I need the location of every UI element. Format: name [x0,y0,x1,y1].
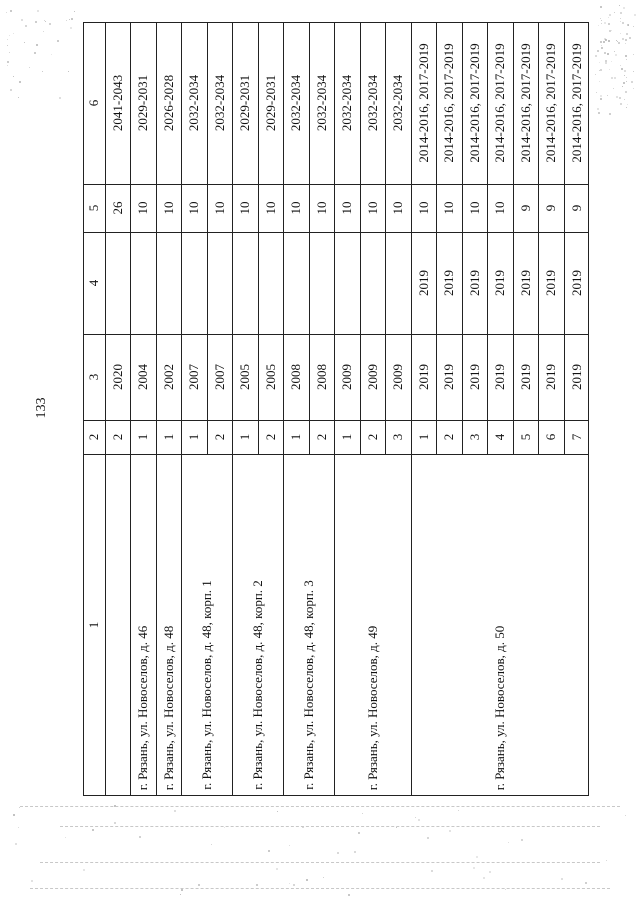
cell-c2: 3 [390,433,405,441]
scan-speck [224,827,225,828]
scan-speck [607,95,608,96]
cell-c6: 2029-2031 [262,74,278,132]
scan-speck [621,68,623,70]
scan-speck [622,38,624,40]
cell-c6: 2032-2034 [313,74,329,132]
scan-speck [609,69,610,70]
scan-speck [9,35,10,36]
scan-speck [65,837,66,838]
scan-speck [114,822,116,824]
scan-speck [7,65,8,66]
cell-c4: 2019 [492,270,507,296]
scan-speck [611,30,612,31]
cell-c3: 2019 [415,364,431,390]
cell-c6: 2014-2016, 2017-2019 [441,43,456,163]
scan-speck [609,30,611,32]
scan-speck [323,877,324,878]
scan-speck [354,851,356,853]
scan-speck [449,830,451,832]
cell-c6: 2014-2016, 2017-2019 [568,43,584,163]
scan-speck [633,88,634,89]
scan-speck [614,77,616,79]
scan-speck [42,71,43,72]
cell-c3: 2004 [135,364,150,390]
scan-speck [614,51,615,52]
cell-c2: 2 [313,433,329,441]
scan-speck [597,108,599,110]
address-cell: г. Рязань, ул. Новоселов, д. 49 [364,625,380,790]
cell-c2: 1 [135,433,150,441]
scan-speck [289,883,290,884]
scan-speck [606,860,607,861]
cell-c5: 10 [288,201,303,215]
scan-speck [599,81,600,82]
scan-speck [293,884,295,886]
scan-speck [625,55,627,57]
cell-c5: 10 [160,201,176,215]
scan-speck [601,20,602,21]
cell-c5: 10 [415,201,431,215]
scan-speck [29,67,30,68]
scan-speck [625,43,626,44]
scan-speck [608,40,610,42]
scan-speck [600,6,602,8]
scan-speck [624,75,625,76]
scan-speck [603,41,605,43]
scan-speck [613,88,614,89]
header-cell-c4: 4 [86,279,101,287]
cell-c2: 2 [262,433,278,441]
cell-c2: 2 [441,433,456,441]
address-cell: г. Рязань, ул. Новоселов, д. 48, корп. 1 [198,580,214,790]
scan-speck [415,817,416,818]
scan-speck [21,19,23,21]
cell-c2: 1 [186,433,201,441]
scan-speck [7,61,9,63]
scan-speck [561,878,563,880]
scan-speck [624,70,626,72]
scan-speck [627,24,629,26]
cell-c6: 2032-2034 [211,74,227,132]
scan-speck [180,894,181,895]
page-number: 133 [34,397,49,419]
scan-speck [622,22,624,24]
scan-speck [618,42,620,44]
scan-speck [631,81,633,83]
scan-speck [600,69,602,71]
cell-c3: 2009 [390,364,405,390]
scan-speck [614,12,615,13]
scan-speck [337,852,339,854]
scan-speck [633,26,634,27]
scan-artifact-line [20,806,620,807]
cell-c6: 2032-2034 [288,74,303,132]
address-cell: г. Рязань, ул. Новоселов, д. 48, корп. 2 [249,580,265,790]
cell-c5: 10 [262,201,278,215]
scan-speck [74,11,75,12]
scan-speck [615,54,617,56]
scan-speck [624,99,625,100]
scan-speck [601,23,602,24]
scan-speck [611,61,612,62]
scan-speck [598,25,599,26]
address-cell: г. Рязань, ул. Новоселов, д. 48, корп. 3 [300,580,316,790]
scan-artifact-line [40,862,600,863]
scan-speck [626,77,627,78]
cell-c2: 1 [160,433,176,441]
scan-speck [629,37,631,39]
scan-speck [611,77,613,79]
scan-speck [10,10,12,12]
cell-c3: 2009 [364,364,380,390]
header-cell-c1: 1 [86,621,101,629]
cell-c4: 2019 [466,270,482,296]
cell-c2: 1 [339,433,354,441]
scan-speck [600,18,601,19]
cell-c6: 2032-2034 [186,74,201,132]
cell-c3: 2019 [517,364,533,390]
scan-speck [623,82,625,84]
scan-speck [458,810,459,811]
scan-speck [15,843,17,845]
cell-c6: 2014-2016, 2017-2019 [543,43,558,163]
cell-c2: 7 [568,433,584,441]
scan-artifact-line [60,826,600,827]
cell-c6: 2026-2028 [160,74,176,132]
cell-c6: 2041-2043 [109,74,125,132]
cell-c3: 2008 [288,364,303,390]
cell-c3: 2019 [543,364,558,390]
scan-speck [473,867,475,869]
scan-speck [489,871,491,873]
scan-speck [174,810,176,812]
scan-speck [71,18,73,20]
cell-c2: 2 [364,433,380,441]
scan-speck [604,22,606,24]
scan-speck [622,86,623,87]
scan-speck [396,827,397,828]
scan-speck [35,21,37,23]
scan-speck [18,827,19,828]
scan-speck [608,17,609,18]
scan-speck [70,27,72,29]
header-cell-c5: 5 [86,204,101,212]
scan-speck [418,819,420,821]
cell-c6: 2029-2031 [237,74,252,132]
scan-speck [595,74,596,75]
cell-c2: 1 [288,433,303,441]
scan-speck [616,40,617,41]
cell-c2: 3 [466,433,482,441]
cell-c3: 2019 [492,364,507,390]
cell-c4: 2019 [517,270,533,296]
cell-c5: 10 [441,201,456,215]
cell-c3: 2005 [237,364,252,390]
scan-speck [211,844,212,845]
scan-speck [620,12,622,14]
scan-speck [609,113,611,115]
scan-speck [24,42,25,43]
scan-speck [31,880,33,882]
scan-speck [598,112,600,114]
scan-speck [198,884,200,886]
scan-speck [633,71,634,72]
scan-speck [45,21,46,22]
cell-c3: 2007 [211,364,227,390]
scan-speck [13,33,14,34]
cell-c6: 2032-2034 [364,74,380,132]
cell-c5: 10 [339,201,354,215]
cell-c3: 2020 [109,364,125,390]
scan-speck [619,97,621,99]
scan-speck [626,81,627,82]
scan-speck [483,877,485,879]
scan-speck [608,23,610,25]
scan-speck [619,5,620,6]
cell-c3: 2008 [313,364,329,390]
scan-artifact-line [30,888,610,889]
scan-speck [626,33,628,35]
cell-c4: 2019 [568,270,584,296]
cell-c5: 9 [517,204,533,212]
scan-speck [476,856,478,858]
cell-c4: 2019 [543,270,558,296]
scan-speck [620,21,621,22]
cell-c6: 2032-2034 [339,74,354,132]
cell-c5: 10 [313,201,329,215]
cell-c3: 2007 [186,364,201,390]
scan-speck [13,76,14,77]
scan-speck [601,47,603,49]
cell-c2: 6 [543,433,558,441]
scan-speck [620,65,621,66]
scan-speck [627,104,628,105]
scan-speck [605,60,607,62]
scan-speck [10,89,12,91]
scan-speck [605,62,607,64]
scan-speck [43,31,44,32]
scan-speck [268,850,270,852]
scan-speck [289,845,290,846]
scan-speck [348,894,350,896]
scan-speck [600,41,602,43]
scan-speck [626,107,627,108]
scan-speck [625,39,627,41]
cell-c6: 2014-2016, 2017-2019 [415,43,431,163]
scan-speck [277,811,278,812]
scan-speck [620,18,621,19]
cell-c4: 2019 [415,270,431,296]
cell-c5: 10 [390,201,405,215]
cell-c5: 9 [568,204,584,212]
scan-speck [508,842,509,843]
cell-c5: 26 [109,201,125,215]
scan-speck [431,870,433,872]
cell-c6: 2014-2016, 2017-2019 [517,43,533,163]
cell-c3: 2005 [262,364,278,390]
scan-speck [7,39,8,40]
scan-speck [585,882,587,884]
address-cell: г. Рязань, ул. Новоселов, д. 48 [160,625,176,790]
scan-speck [625,91,627,93]
scan-speck [19,807,20,808]
cell-c3: 2019 [441,364,456,390]
cell-c2: 1 [415,433,431,441]
scan-speck [83,869,85,871]
table-grid [83,22,589,796]
scan-speck [596,92,597,93]
cell-c2: 4 [492,433,507,441]
cell-c5: 9 [543,204,558,212]
scan-speck [306,879,308,881]
cell-c6: 2029-2031 [135,74,150,132]
address-cell: г. Рязань, ул. Новоселов, д. 50 [492,625,507,790]
cell-c5: 10 [237,201,252,215]
scan-speck [7,45,8,46]
header-cell-c2: 2 [86,433,101,441]
header-cell-c3: 3 [86,373,101,381]
scan-speck [625,815,626,816]
scan-speck [623,7,625,9]
cell-c6: 2014-2016, 2017-2019 [492,43,507,163]
scan-speck [620,33,621,34]
cell-c5: 10 [135,201,150,215]
scan-speck [25,25,27,27]
scan-speck [633,54,634,55]
scan-speck [66,20,67,21]
header-cell-c6: 6 [86,99,101,107]
scan-speck [51,54,52,55]
scan-speck [358,832,360,834]
cell-c5: 10 [492,201,507,215]
cell-c4: 2019 [441,270,456,296]
scan-speck [626,59,627,60]
cell-c2: 2 [109,433,125,441]
scan-speck [601,45,602,46]
scan-speck [68,71,69,72]
scan-speck [600,95,602,97]
scan-speck [59,97,61,99]
scan-speck [597,50,599,52]
scan-speck [139,836,141,838]
cell-c6: 2014-2016, 2017-2019 [466,43,482,163]
cell-c5: 10 [211,201,227,215]
cell-c5: 10 [364,201,380,215]
data-table [83,22,589,796]
scan-speck [634,14,636,16]
scan-speck [604,52,606,54]
cell-c2: 1 [237,433,252,441]
scan-speck [49,23,51,25]
scan-speck [609,14,611,16]
scan-speck [181,889,183,891]
scan-speck [19,81,21,83]
scan-speck [276,868,278,870]
scan-speck [605,39,607,41]
cell-c3: 2009 [339,364,354,390]
cell-c5: 10 [186,201,201,215]
address-cell: г. Рязань, ул. Новоселов, д. 46 [135,625,150,790]
scan-speck [607,53,609,55]
scan-speck [620,103,622,105]
scan-speck [92,829,94,831]
cell-c2: 5 [517,433,533,441]
scan-speck [57,40,59,42]
cell-c2: 2 [211,433,227,441]
cell-c5: 10 [466,201,482,215]
scan-speck [9,52,10,53]
scan-speck [362,813,363,814]
scan-speck [599,62,600,63]
scan-speck [595,55,597,57]
cell-c3: 2019 [466,364,482,390]
scan-speck [600,98,602,100]
scan-speck [34,52,36,54]
scan-speck [36,44,38,46]
cell-c3: 2019 [568,364,584,390]
scan-speck [521,839,523,841]
scan-speck [37,10,39,12]
scan-speck [256,884,258,886]
cell-c6: 2032-2034 [390,74,405,132]
scan-speck [18,97,19,98]
cell-c3: 2002 [160,364,176,390]
scan-speck [6,12,7,13]
scan-speck [13,814,15,816]
scan-speck [427,837,429,839]
